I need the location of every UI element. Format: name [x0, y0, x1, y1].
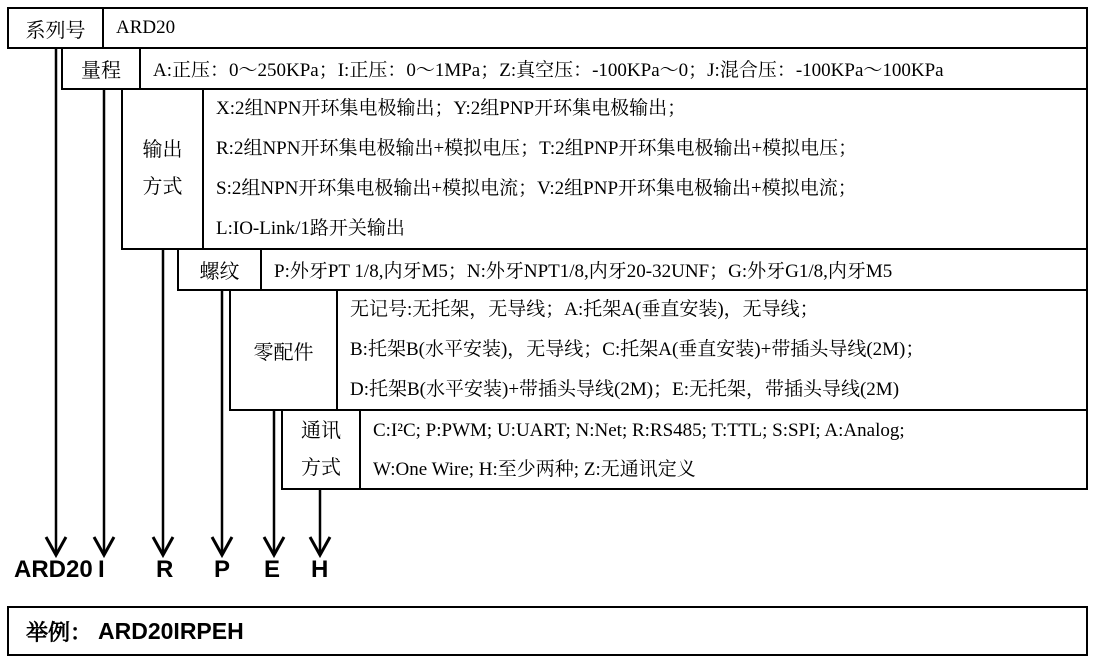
- result-code-comm: H: [311, 556, 329, 583]
- accessory-options-line: B:托架B(水平安装)，无导线；C:托架A(垂直安装)+带插头导线(2M)；: [350, 339, 925, 360]
- row-label-output: [122, 89, 203, 249]
- thread-options: P:外牙PT 1/8,内牙M5；N:外牙NPT1/8,内牙20-32UNF；G:外牙G1/8,内牙M5: [274, 261, 893, 282]
- output-options-line: X:2组NPN开环集电极输出；Y:2组PNP开环集电极输出；: [216, 98, 687, 119]
- row-content-output: [203, 89, 1087, 249]
- row-label-range: 量程: [81, 60, 121, 82]
- accessory-options-line: 无记号:无托架，无导线；A:托架A(垂直安装)，无导线；: [350, 299, 819, 320]
- example-row: [8, 607, 1087, 655]
- row-content-accessory: [337, 290, 1087, 410]
- example-label: 举例：: [26, 619, 93, 645]
- output-options-line: R:2组NPN开环集电极输出+模拟电压；T:2组PNP开环集电极输出+模拟电压；: [216, 138, 858, 159]
- row-label-output-line1: 输出: [142, 139, 183, 161]
- result-code-output: R: [156, 556, 174, 583]
- row-content-thread: [261, 249, 1087, 290]
- result-code-series: ARD20: [14, 556, 93, 583]
- comm-options-line: W:One Wire; H:至少两种; Z:无通讯定义: [373, 458, 696, 480]
- row-content-range: [140, 48, 1087, 89]
- row-label-series: 系列号: [25, 19, 86, 42]
- series-value: ARD20: [116, 17, 176, 38]
- row-content-series: [103, 8, 1087, 48]
- row-label-comm: [282, 410, 360, 489]
- row-label-accessory: 零配件: [253, 341, 314, 364]
- arrowheads: [46, 537, 330, 555]
- row-label-comm-line2: 方式: [301, 456, 341, 479]
- range-options: A:正压：0～250KPa；I:正压：0～1MPa；Z:真空压：-100KPa～0；J:混合压：-100KPa～100KPa: [153, 60, 944, 81]
- row-label-output-line2: 方式: [142, 176, 183, 198]
- row-label-thread: 螺纹: [199, 261, 240, 283]
- example-code: ARD20IRPEH: [98, 617, 244, 644]
- result-code-accessory: E: [264, 556, 281, 583]
- comm-options-line: C:I²C; P:PWM; U:UART; N:Net; R:RS485; T:TTL; S:SPI; A:Analog;: [373, 419, 905, 441]
- row-content-comm: [360, 410, 1087, 489]
- accessory-options-line: D:托架B(水平安装)+带插头导线(2M)；E:无托架，带插头导线(2M): [350, 379, 900, 400]
- row-label-comm-line1: 通讯: [301, 419, 341, 442]
- output-options-line: S:2组NPN开环集电极输出+模拟电流；V:2组PNP开环集电极输出+模拟电流；: [216, 178, 857, 199]
- result-code-thread: P: [214, 556, 231, 583]
- result-code-range: I: [98, 556, 105, 583]
- output-options-line: L:IO-Link/1路开关输出: [216, 218, 405, 239]
